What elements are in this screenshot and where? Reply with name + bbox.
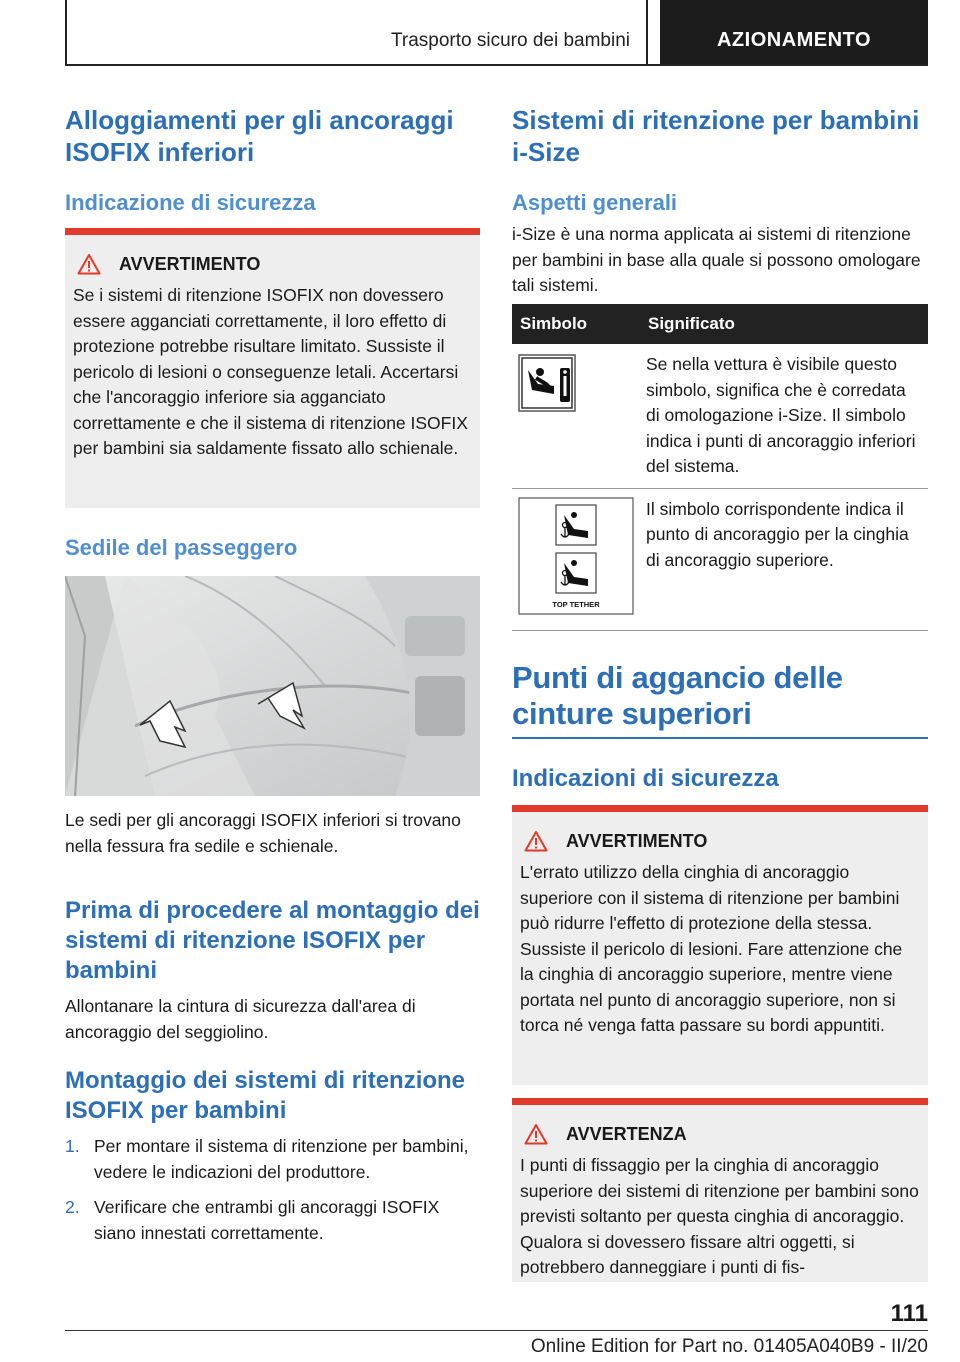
photo-caption: Le sedi per gli ancoraggi ISOFIX inferiori si trovano nella fessura fra sedile e schienale. [65,810,461,856]
top-tether-label: TOP TETHER [552,599,600,609]
top-tether-symbol-icon [518,497,634,615]
isize-symbol-icon [518,354,576,412]
before-mounting-text: Allontanare la cintura di sicurezza dall'area di ancoraggio del seggiolino. [65,996,416,1042]
footer-divider [65,1330,928,1331]
heading-before-mounting: Prima di procedere al montaggio dei sistemi di ritenzione ISOFIX per bambini [65,897,480,984]
warning-text: Se i sistemi di ritenzione ISOFIX non dovessero essere agganciati correttamente, il loro effetto di protezione potrebbe risultare limitato. Sussiste il pericolo di lesioni o conseguenze letali. Accertarsi che l'ancoraggio inferiore sia agganciato correttamente e che il sistema di ritenzione ISOFIX per bambini sia saldamente fissato allo schienale. [73,285,468,458]
mounting-steps-list [65,1134,480,1256]
running-header-section: Trasporto sicuro dei bambini [65,0,648,64]
warning-triangle-icon [77,253,101,275]
header-divider [65,64,928,66]
isize-meaning: Se nella vettura è visibile questo simbolo, significa che è corredata di omologazione i-Size. Il simbolo indica i punti di ancoraggio inferiori del sistema. [640,344,928,488]
notice-text: I punti di fissaggio per la cinghia di ancoraggio superiore dei sistemi di ritenzione per bambini sono previsti soltanto per questa cinghia di ancoraggio. Qualora si dovessero fissare altri oggetti, si potrebbero danneggiare i punti di fis- [520,1155,919,1277]
table-row [512,488,928,631]
warning-triangle-icon [524,830,548,852]
general-text: i-Size è una norma applicata ai sistemi di ritenzione per bambini in base alla quale si possono omologare tali sistemi. [512,224,921,295]
column-header-meaning: Significato [640,304,928,344]
top-tether-meaning: Il simbolo corrispondente indica il punto di ancoraggio per la cinghia di ancoraggio superiore. [640,488,928,631]
heading-top-anchor-points: Punti di aggancio delle cinture superiori [512,660,843,731]
list-item: 2. Verificare che entrambi gli ancoraggi ISOFIX siano innestati correttamente. [65,1197,440,1243]
heading-isize: Sistemi di ritenzione per bambini i-Size [512,105,920,167]
edition-footer: Online Edition for Part no. 01405A040B9 - II/20 [530,1336,928,1357]
heading-safety-notes: Indicazioni di sicurezza [512,765,779,792]
chapter-tab: AZIONAMENTO [660,0,928,64]
heading-rule [512,737,928,739]
warning-text: L'errato utilizzo della cinghia di ancoraggio superiore con il sistema di ritenzione per bambini può ridurre l'effetto di protezione della stessa. Sussiste il pericolo di lesioni. Fare attenzione che la cinghia di ancoraggio superiore, mentre viene portata nel punto di ancoraggio superiore, non si torca né venga fatta passare su bordi appuntiti. [520,862,903,1035]
heading-general: Aspetti generali [512,190,678,215]
heading-mounting: Montaggio dei sistemi di ritenzione ISOFIX per bambini [65,1067,466,1124]
warning-title: AVVERTIMENTO [524,830,920,852]
notice-title: AVVERTENZA [524,1123,920,1145]
notice-box-tether [512,1098,928,1282]
warning-box-tether [512,805,928,1085]
heading-isofix-housings: Alloggiamenti per gli ancoraggi ISOFIX inferiori [65,105,454,167]
seat-isofix-photo [65,576,480,796]
symbol-table [512,304,928,631]
heading-passenger-seat: Sedile del passeggero [65,535,298,560]
page-number: 111 [890,1300,928,1327]
list-item: 1. Per montare il sistema di ritenzione per bambini, vedere le indicazioni del produttore. [65,1136,469,1182]
heading-safety-note: Indicazione di sicurezza [65,190,316,215]
table-row [512,344,928,488]
warning-box-isofix [65,228,480,508]
warning-triangle-icon [524,1123,548,1145]
column-header-symbol: Simbolo [512,304,640,344]
warning-title: AVVERTIMENTO [77,253,472,275]
